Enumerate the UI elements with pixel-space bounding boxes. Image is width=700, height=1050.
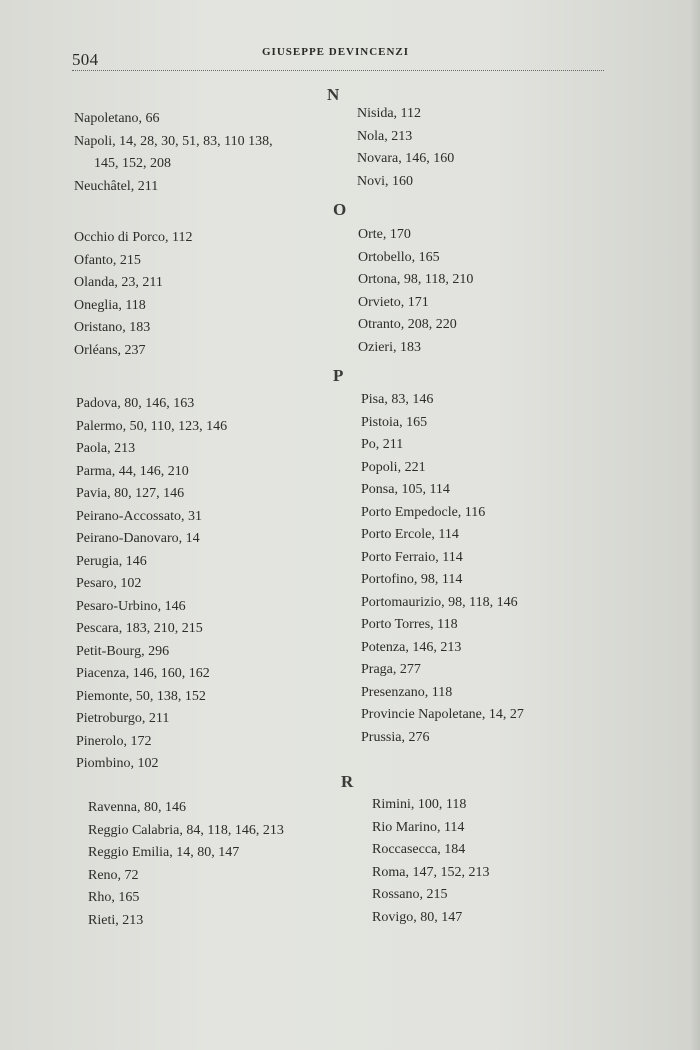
section-letter-r: R	[341, 772, 355, 791]
index-entry: Peirano-Danovaro, 14	[76, 531, 200, 546]
index-entry: Petit-Bourg, 296	[76, 643, 170, 659]
index-entry: Orte, 170	[358, 227, 411, 242]
index-entry: Pinerolo, 172	[76, 733, 152, 749]
index-entry: Portomaurizio, 98, 118, 146	[361, 594, 518, 610]
section-o-right-column	[358, 224, 473, 359]
index-entry: Po, 211	[361, 437, 404, 452]
index-entry: Novi, 160	[357, 173, 413, 189]
index-entry: Oristano, 183	[74, 320, 151, 335]
index-entry: Oneglia, 118	[74, 297, 146, 313]
running-head: GIUSEPPE DEVINCENZI	[262, 46, 410, 58]
index-entry: Pescara, 183, 210, 215	[76, 621, 203, 636]
index-entry: Pesaro, 102	[76, 576, 142, 591]
index-entry: Rho, 165	[88, 890, 140, 905]
index-entry: Rossano, 215	[372, 887, 448, 902]
index-entry: Roccasecca, 184	[372, 842, 466, 857]
index-entry: Ponsa, 105, 114	[361, 482, 450, 497]
index-entry: Padova, 80, 146, 163	[76, 396, 195, 411]
index-entry: Napoletano, 66	[74, 111, 160, 126]
index-entry: Prussia, 276	[361, 729, 430, 745]
section-r-right-column	[372, 794, 489, 929]
index-entry: Porto Ercole, 114	[361, 527, 459, 542]
section-r-left-column	[88, 797, 284, 932]
index-entry: Otranto, 208, 220	[358, 317, 457, 332]
index-entry: Ozieri, 183	[358, 339, 421, 355]
index-entry: Provincie Napoletane, 14, 27	[361, 707, 524, 722]
index-entry: Ortona, 98, 118, 210	[358, 272, 474, 287]
section-letter-n: N	[327, 85, 341, 104]
index-entry: Novara, 146, 160	[357, 151, 455, 166]
section-p-right-column	[361, 389, 524, 749]
index-entry: Napoli, 14, 28, 30, 51, 83, 110 138,	[74, 133, 273, 149]
index-entry: Occhio di Porco, 112	[74, 230, 193, 245]
index-entry: Olanda, 23, 211	[74, 275, 163, 290]
index-entry: Reggio Emilia, 14, 80, 147	[88, 845, 240, 860]
index-entry: Reggio Calabria, 84, 118, 146, 213	[88, 822, 284, 838]
index-entry: Popoli, 221	[361, 459, 426, 475]
index-entry: Presenzano, 118	[361, 684, 453, 700]
index-entry: Roma, 147, 152, 213	[372, 864, 490, 880]
index-entry: Orléans, 237	[74, 342, 146, 358]
index-entry: Praga, 277	[361, 662, 421, 677]
section-p-left-column	[76, 393, 227, 776]
index-entry: 145, 152, 208	[94, 156, 171, 171]
index-entry: Rieti, 213	[88, 912, 144, 928]
section-o-left-column	[74, 227, 192, 362]
index-entry: Pietroburgo, 211	[76, 711, 170, 726]
index-entry: Rovigo, 80, 147	[372, 909, 463, 925]
index-entry: Pistoia, 165	[361, 414, 428, 430]
index-entry: Ravenna, 80, 146	[88, 800, 186, 815]
index-entry: Rimini, 100, 118	[372, 797, 467, 812]
index-entry: Pesaro-Urbino, 146	[76, 598, 186, 614]
index-entry: Piombino, 102	[76, 756, 159, 771]
index-entry: Ortobello, 165	[358, 249, 440, 265]
index-entry: Pavia, 80, 127, 146	[76, 486, 185, 501]
index-entry: Orvieto, 171	[358, 294, 429, 310]
index-entry: Porto Ferraio, 114	[361, 549, 463, 565]
index-entry: Peirano-Accossato, 31	[76, 508, 202, 524]
section-letter-o: O	[333, 200, 348, 219]
index-entry: Porto Torres, 118	[361, 617, 458, 632]
index-entry: Pisa, 83, 146	[361, 392, 434, 407]
index-entry: Perugia, 146	[76, 553, 147, 569]
index-entry: Reno, 72	[88, 867, 139, 883]
section-n-right-column	[357, 103, 454, 193]
section-letter-p: P	[333, 366, 345, 385]
index-entry: Nola, 213	[357, 128, 413, 144]
page-edge-shadow	[690, 0, 700, 1050]
index-entry: Rio Marino, 114	[372, 819, 465, 835]
index-entry: Paola, 213	[76, 441, 136, 456]
index-entry: Nisida, 112	[357, 106, 422, 121]
index-entry: Piacenza, 146, 160, 162	[76, 666, 210, 681]
index-entry: Potenza, 146, 213	[361, 639, 462, 655]
section-n-left-column	[74, 108, 273, 198]
header-rule	[72, 70, 604, 71]
index-entry: Parma, 44, 146, 210	[76, 463, 189, 479]
index-entry: Portofino, 98, 114	[361, 572, 463, 587]
index-entry: Neuchâtel, 211	[74, 178, 159, 194]
index-entry: Palermo, 50, 110, 123, 146	[76, 418, 228, 434]
index-entry: Ofanto, 215	[74, 252, 141, 268]
index-entry: Porto Empedocle, 116	[361, 504, 486, 520]
page-number: 504	[72, 50, 99, 69]
index-entry: Piemonte, 50, 138, 152	[76, 688, 206, 704]
